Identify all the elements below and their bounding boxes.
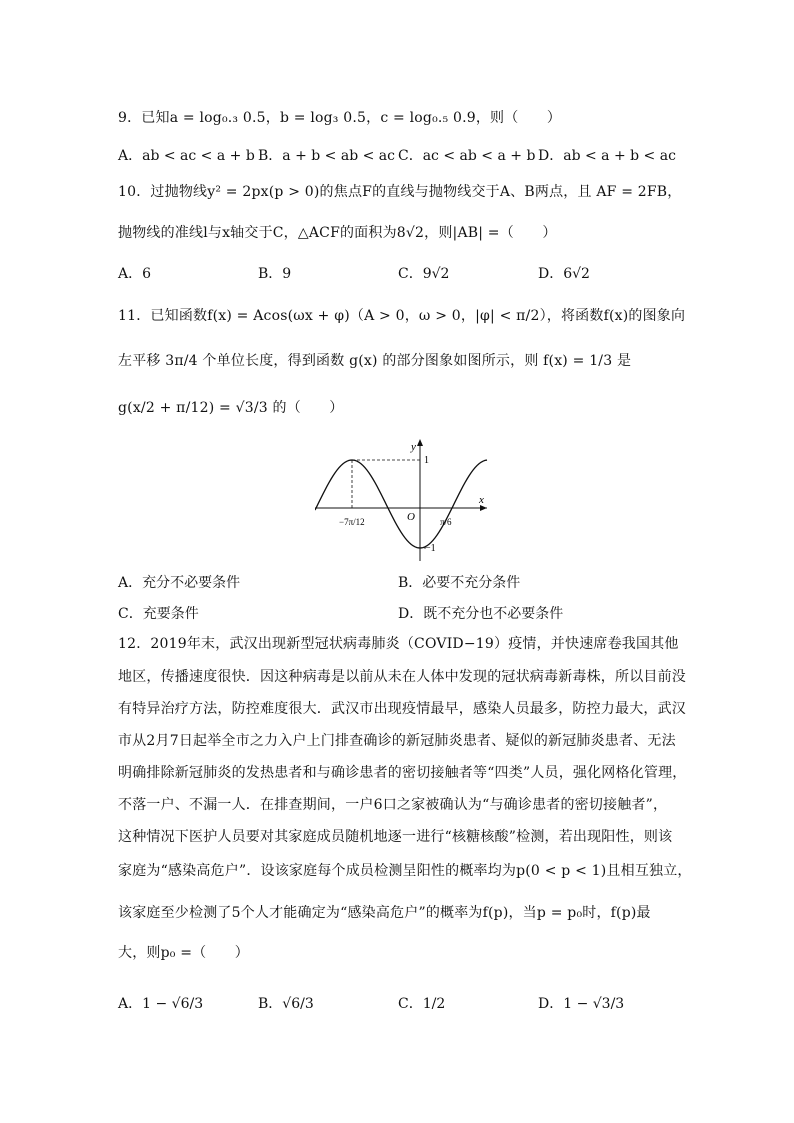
q9-option-a: A．ab < ac < a + b (118, 148, 255, 164)
q12-line-8: 家庭为“感染高危户”．设该家庭每个成员检测呈阳性的概率均为p(0 < p < 1)且相互独立， (118, 863, 692, 879)
q12-line-9: 该家庭至少检测了5个人才能确定为“感染高危户”的概率为f(p)，当p = p₀时，f(p)最 (118, 905, 651, 921)
q12-option-c: C．1/2 (398, 996, 446, 1012)
q10-option-a: A．6 (118, 266, 152, 282)
q11-function-graph (315, 437, 495, 562)
q12-line-7: 这种情况下医护人员要对其家庭成员随机地逐一进行“核糖核酸”检测，若出现阳性，则该 (118, 829, 673, 845)
q10-line1: 10．过抛物线y² = 2px(p > 0)的焦点F的直线与抛物线交于A、B两点，且 AF = 2FB， (118, 184, 682, 200)
y-axis-arrow-icon (417, 439, 423, 446)
q12-option-d: D．1 − √3/3 (538, 996, 625, 1012)
q11-line1: 11．已知函数f(x) = Acos(ωx + φ)（A > 0，ω > 0，|φ| < π/2），将函数f(x)的图象向 (118, 308, 686, 324)
q12-line-10: 大，则p₀ =（ ） (118, 945, 249, 961)
q9-option-d: D．ab < a + b < ac (538, 148, 676, 164)
q11-line2: 左平移 3π/4 个单位长度，得到函数 g(x) 的部分图象如图所示，则 f(x) = 1/3 是 (118, 353, 632, 369)
q12-line-2: 地区，传播速度很快．因这种病毒是以前从未在人体中发现的冠状病毒新毒株，所以目前没 (118, 669, 686, 685)
y-tick-bottom: −1 (425, 543, 436, 554)
x-tick-right: π/6 (440, 517, 452, 527)
q10-option-b: B．9 (258, 266, 292, 282)
q9-option-b: B．a + b < ab < ac (258, 148, 395, 164)
q11-option-d: D．既不充分也不必要条件 (398, 606, 564, 622)
q12-line-6: 不落一户、不漏一人．在排查期间，一户6口之家被确认为“与确诊患者的密切接触者”， (118, 797, 668, 813)
q12-line-4: 市从2月7日起举全市之力入户上门排查确诊的新冠肺炎患者、疑似的新冠肺炎患者、无法 (118, 733, 676, 749)
q12-line-3: 有特异治疗方法，防控难度很大．武汉市出现疫情最早，感染人员最多，防控力最大，武汉 (118, 701, 686, 717)
q11-option-a: A．充分不必要条件 (118, 575, 241, 591)
q12-option-b: B．√6/3 (258, 996, 314, 1012)
cosine-curve (315, 460, 487, 548)
q10-option-d: D．6√2 (538, 266, 590, 282)
q12-option-a: A．1 − √6/3 (118, 996, 204, 1012)
x-tick-left: −7π/12 (339, 517, 365, 527)
q10-line2: 抛物线的准线l与x轴交于C，△ACF的面积为8√2，则|AB| =（ ） (118, 225, 557, 241)
y-axis-label: y (411, 441, 416, 453)
y-tick-top: 1 (424, 455, 429, 466)
x-axis-label: x (479, 494, 484, 506)
q12-line-1: 12．2019年末，武汉出现新型冠状病毒肺炎（COVID−19）疫情，并快速席卷我国其他 (118, 636, 679, 652)
origin-label: O (407, 511, 415, 523)
q9-stem: 9．已知a = log₀.₃ 0.5，b = log₃ 0.5，c = log₀.₅ 0.9，则（ ） (118, 110, 562, 126)
q12-line-5: 明确排除新冠肺炎的发热患者和与确诊患者的密切接触者等“四类”人员，强化网格化管理， (118, 765, 687, 781)
q11-option-b: B．必要不充分条件 (398, 575, 521, 591)
q10-option-c: C．9√2 (398, 266, 450, 282)
q9-option-c: C．ac < ab < a + b (398, 148, 536, 164)
q11-option-c: C．充要条件 (118, 606, 199, 622)
q11-line3: g(x/2 + π/12) = √3/3 的（ ） (118, 400, 344, 416)
